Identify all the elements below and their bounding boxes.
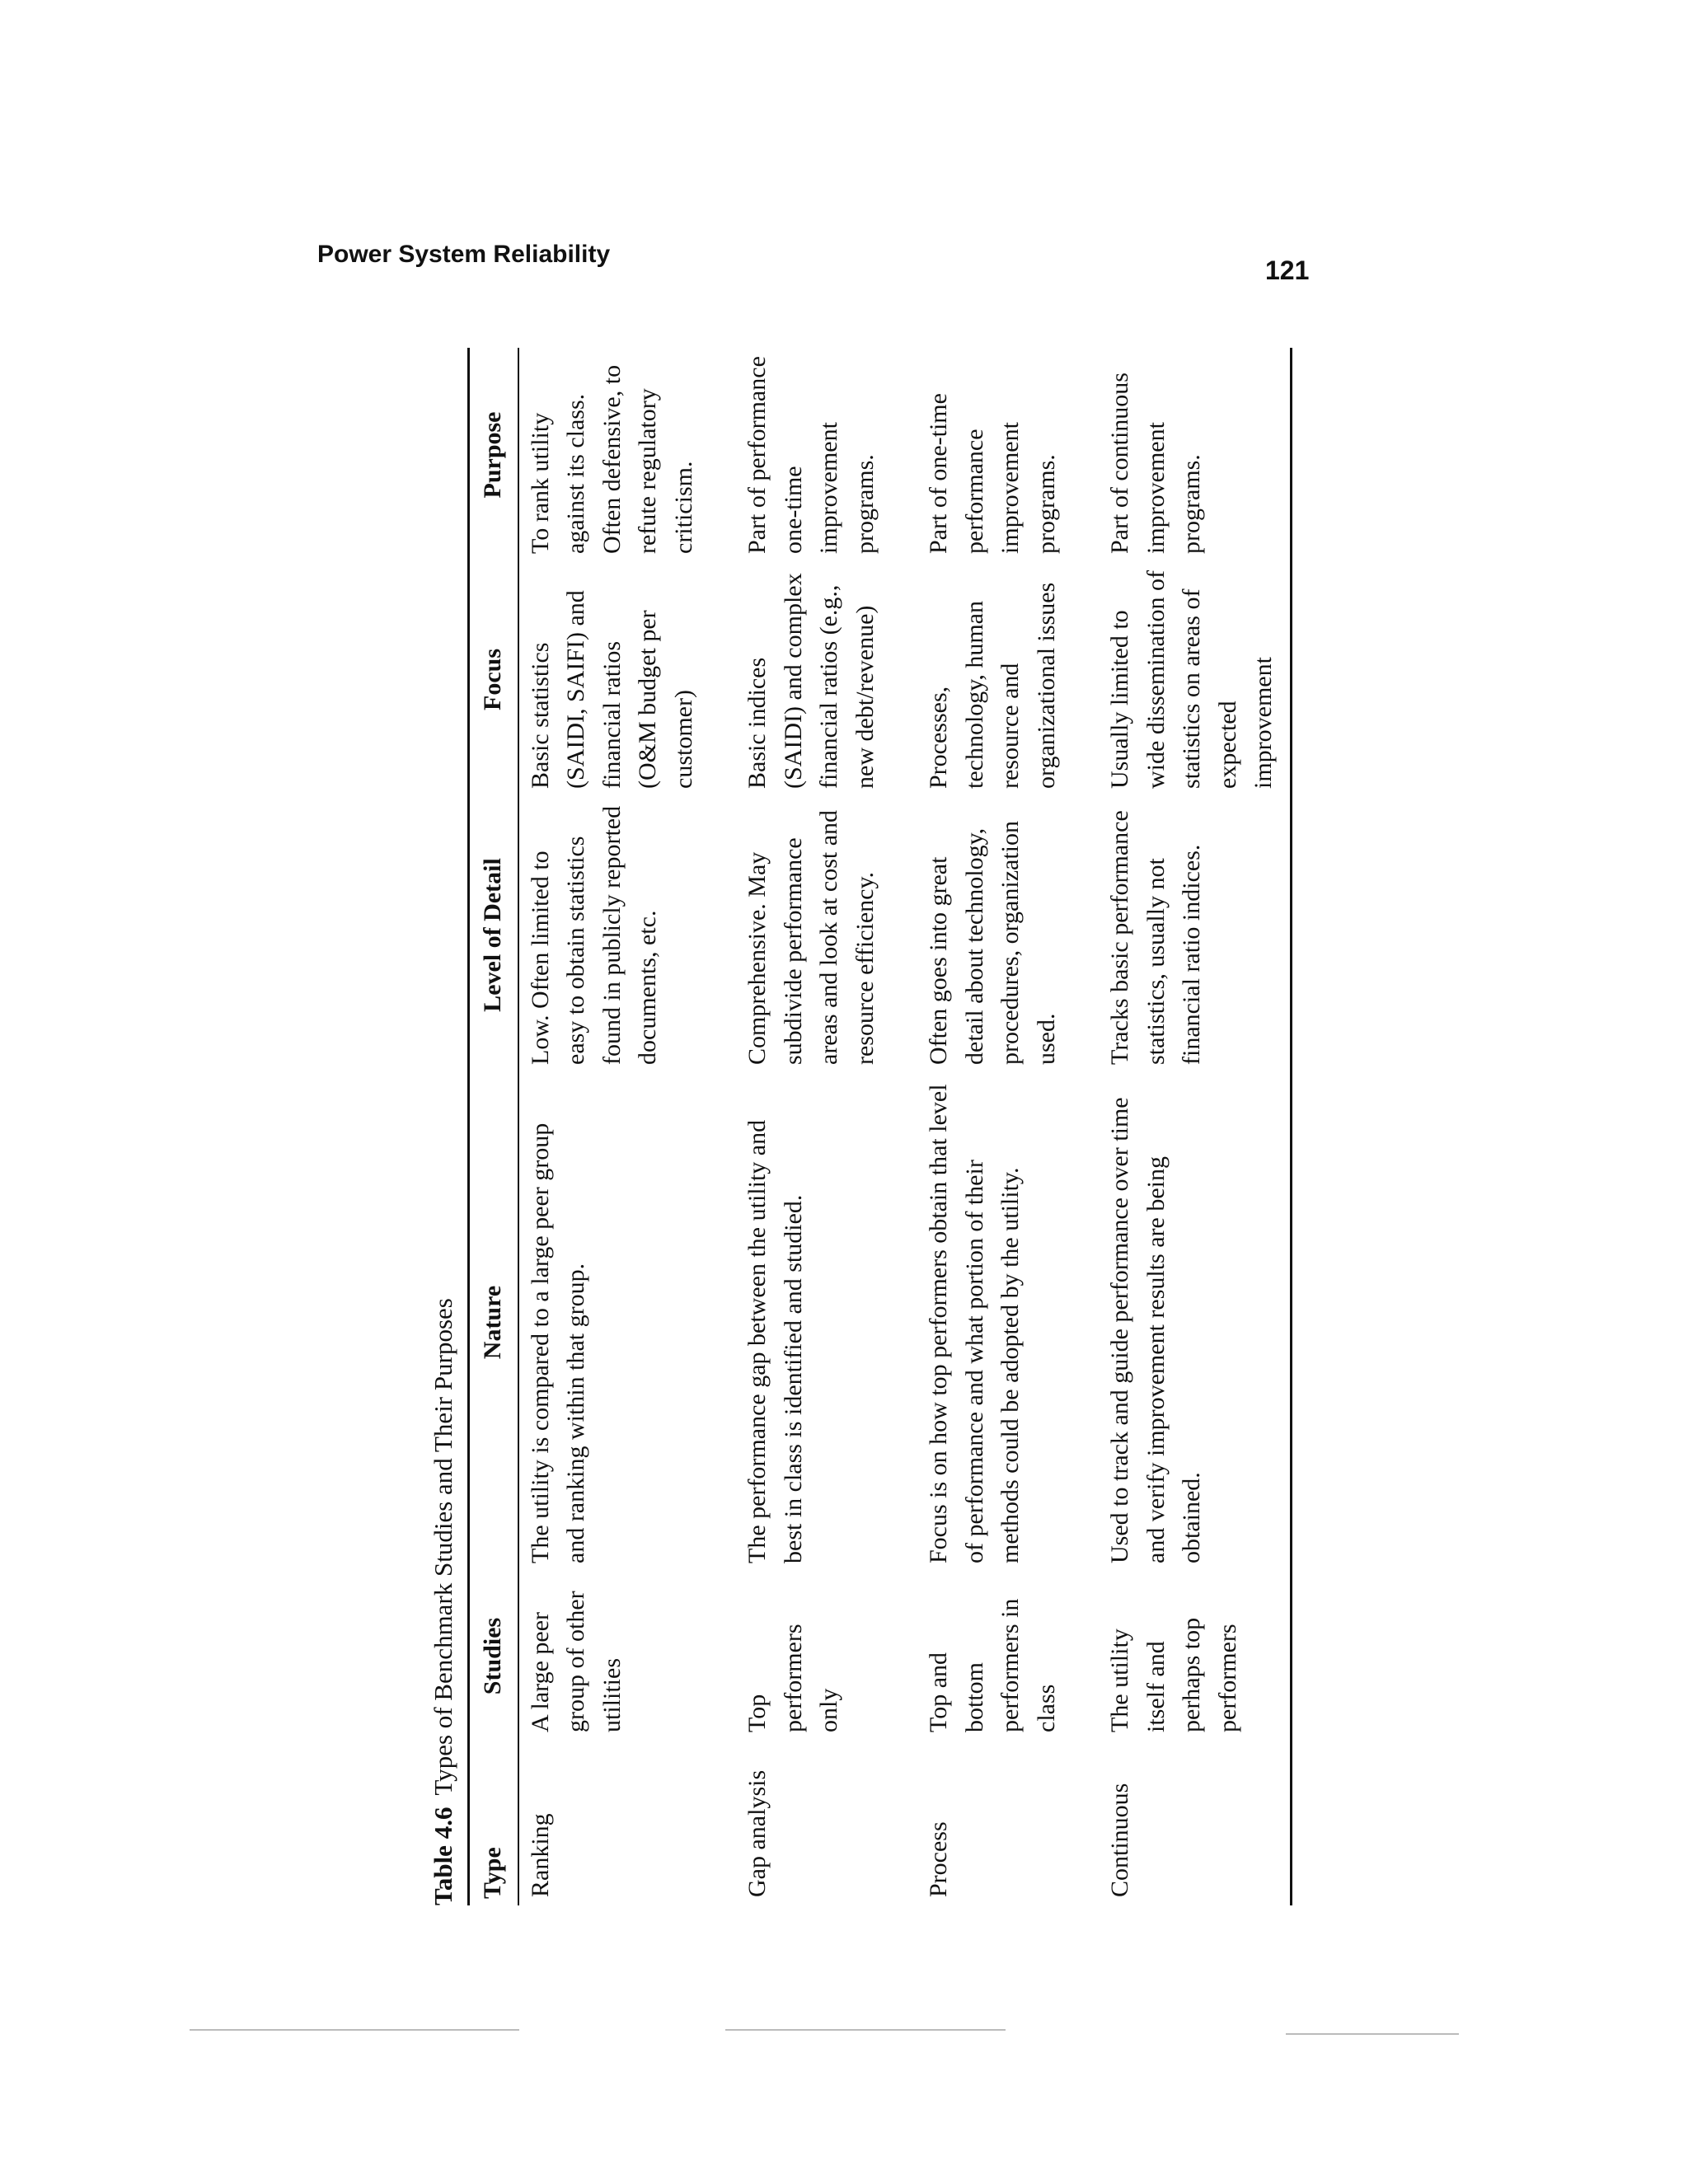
- cell-type: Continuous: [1106, 1783, 1133, 1897]
- scan-artifact-line: [190, 2029, 519, 2031]
- scan-artifact-line: [1286, 2033, 1459, 2035]
- table-row: [736, 348, 917, 1905]
- running-head-title: Power System Reliability: [317, 241, 611, 268]
- cell-nature: Focus is on how top performers obtain that level of performance and what portion of their methods could be adopted by the utility.: [925, 1084, 1024, 1563]
- cell-type: Gap analysis: [743, 1769, 771, 1897]
- cell-studies: Top performers only: [743, 1624, 842, 1732]
- cell-nature: Used to track and guide performance over time and verify improvement results are being obtained.: [1106, 1097, 1205, 1563]
- cell-level-of-detail: Low. Often limited to easy to obtain statistics found in publicly reported documents, etc.: [526, 805, 661, 1065]
- cell-focus: Basic statistics (SAIDI, SAIFI) and financial ratios (O&M budget per customer): [526, 590, 697, 789]
- cell-nature: The utility is compared to a large peer group and ranking within that group.: [526, 1122, 589, 1563]
- column-header-focus: Focus: [479, 649, 506, 710]
- table-caption: [416, 348, 467, 1905]
- benchmark-table-block: [416, 348, 1298, 1905]
- column-header-level-of-detail: Level of Detail: [479, 858, 506, 1012]
- cell-level-of-detail: Comprehensive. May subdivide performance areas and look at cost and resource efficiency.: [743, 809, 879, 1065]
- cell-studies: A large peer group of other utilities: [526, 1591, 626, 1732]
- cell-nature: The performance gap between the utility and best in class is identified and studied.: [743, 1119, 807, 1563]
- table-row: [1099, 348, 1291, 1905]
- table-row: [518, 348, 737, 1905]
- column-header-purpose: Purpose: [479, 411, 506, 499]
- page-number: 121: [1265, 255, 1310, 285]
- cell-focus: Usually limited to wide dissemination of statistics on areas of expected improvement: [1106, 570, 1277, 789]
- cell-focus: Processes, technology, human resource and organizational issues: [925, 582, 1060, 789]
- scan-artifact-line: [725, 2029, 1006, 2031]
- table-row: [917, 348, 1099, 1905]
- cell-studies: The utility itself and perhaps top performers: [1106, 1617, 1241, 1732]
- column-header-nature: Nature: [479, 1285, 506, 1360]
- cell-type: Ranking: [526, 1813, 554, 1897]
- cell-purpose: Part of continuous improvement programs.: [1106, 373, 1205, 554]
- cell-purpose: Part of one-time performance improvement programs.: [925, 393, 1060, 554]
- column-header-type: Type: [479, 1847, 506, 1899]
- table-label: Table 4.6: [429, 1807, 458, 1905]
- table-title: Types of Benchmark Studies and Their Purposes: [429, 1298, 458, 1796]
- cell-studies: Top and bottom performers in class: [925, 1598, 1060, 1732]
- table-header-row: [469, 348, 518, 1905]
- column-header-studies: Studies: [479, 1617, 506, 1695]
- cell-level-of-detail: Tracks basic performance statistics, usually not financial ratio indices.: [1106, 810, 1205, 1065]
- cell-type: Process: [925, 1821, 952, 1897]
- cell-level-of-detail: Often goes into great detail about technology, procedures, organization used.: [925, 820, 1060, 1065]
- cell-purpose: To rank utility against its class. Often defensive, to refute regulatory criticism.: [526, 364, 697, 554]
- benchmark-studies-table: [467, 348, 1292, 1905]
- cell-purpose: Part of performance one-time improvement programs.: [743, 356, 879, 554]
- cell-focus: Basic indices (SAIDI) and complex financial ratios (e.g., new debt/revenue): [743, 573, 879, 789]
